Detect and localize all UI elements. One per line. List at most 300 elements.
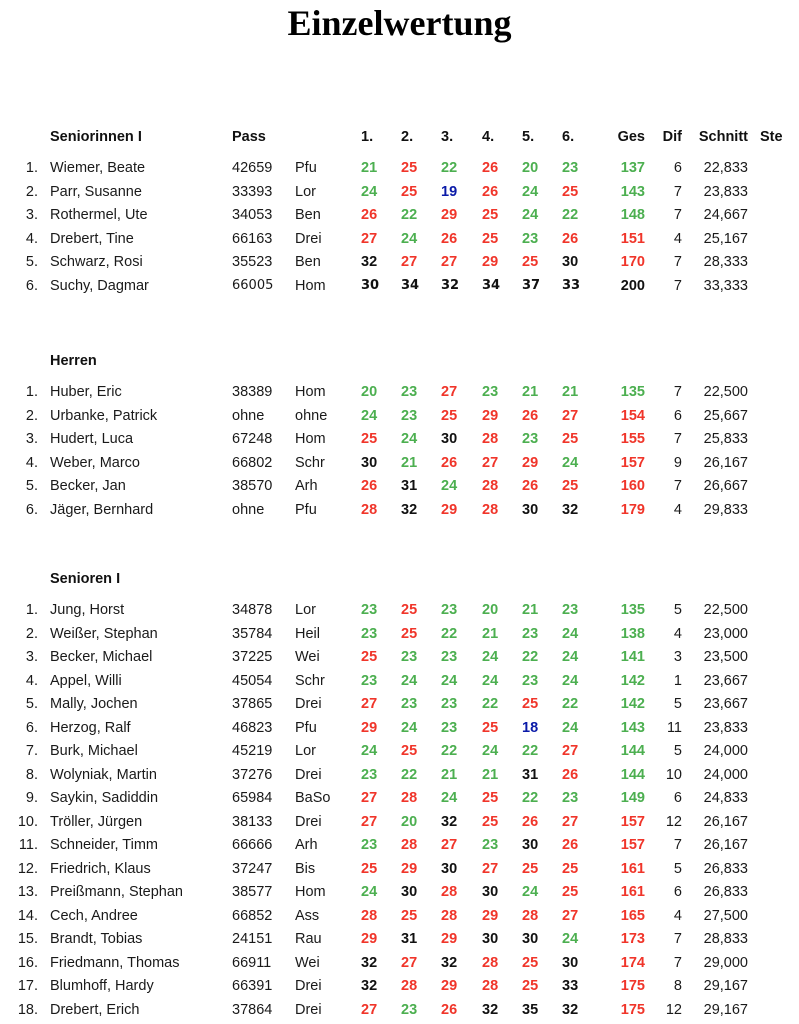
- round-score: 23: [401, 407, 418, 424]
- difference: 6: [673, 884, 682, 900]
- rank: 5.: [25, 478, 38, 494]
- round-score: 28: [401, 790, 418, 806]
- average: 23,833: [703, 183, 748, 200]
- round-score: 28: [441, 907, 458, 924]
- round-score: 31: [401, 478, 418, 494]
- player-name: Becker, Michael: [50, 649, 153, 665]
- round-score: 22: [562, 207, 579, 223]
- round-score: 23: [562, 160, 579, 176]
- table-row: [0, 475, 799, 497]
- round-score: 25: [482, 813, 499, 830]
- round-score: 34: [482, 277, 501, 293]
- difference: 1: [673, 672, 682, 689]
- total-score: 161: [620, 860, 645, 877]
- table-row: [0, 670, 799, 692]
- club: Schr: [295, 672, 325, 689]
- round-score: 20: [401, 813, 418, 830]
- pass-number: 38570: [232, 478, 273, 494]
- pass-number: 38577: [232, 884, 273, 900]
- club: Pfu: [295, 719, 317, 736]
- difference: 7: [673, 478, 682, 494]
- round-score: 26: [441, 230, 458, 247]
- rank: 1.: [25, 602, 38, 618]
- round-score: 20: [522, 160, 539, 176]
- rank: 2.: [25, 183, 38, 200]
- total-score: 165: [620, 907, 645, 924]
- round-score: 30: [441, 431, 458, 447]
- average: 23,833: [703, 719, 748, 736]
- pass-number: 42659: [232, 160, 273, 176]
- round-score: 26: [562, 766, 579, 783]
- round-score: 23: [361, 625, 378, 642]
- average: 26,167: [703, 813, 748, 830]
- total-score: 157: [620, 454, 645, 471]
- round-score: 30: [522, 931, 539, 947]
- round-score: 24: [361, 743, 378, 759]
- pass-number: 37865: [232, 696, 273, 712]
- round-score: 23: [441, 602, 458, 618]
- club: Ass: [295, 907, 320, 924]
- round-score: 24: [482, 743, 499, 759]
- round-score: 26: [361, 207, 378, 223]
- table-row: [0, 834, 799, 856]
- section-title: Herren: [50, 353, 97, 369]
- round-score: 24: [562, 672, 579, 689]
- round-score: 35: [522, 1001, 539, 1018]
- total-score: 143: [620, 719, 645, 736]
- round-score: 22: [441, 160, 458, 176]
- player-name: Schneider, Timm: [50, 837, 158, 853]
- difference: 7: [673, 931, 682, 947]
- round-score: 27: [562, 907, 579, 924]
- table-row: [0, 717, 799, 739]
- round-score: 26: [522, 478, 539, 494]
- table-row: [0, 764, 799, 786]
- round-score: 25: [401, 183, 418, 200]
- round-score: 28: [482, 478, 499, 494]
- average: 23,667: [703, 696, 748, 712]
- round-score: 24: [562, 625, 579, 642]
- total-score: 175: [620, 978, 645, 994]
- difference: 4: [673, 230, 682, 247]
- club: Drei: [295, 813, 322, 830]
- difference: 6: [673, 160, 682, 176]
- table-row: [0, 693, 799, 715]
- round-score: 25: [482, 207, 499, 223]
- total-score: 160: [620, 478, 645, 494]
- round-score: 21: [441, 766, 458, 783]
- round-score: 29: [361, 719, 378, 736]
- round-score: 26: [482, 183, 499, 200]
- club: Wei: [295, 649, 320, 665]
- average: 23,000: [703, 625, 748, 642]
- table-row: [0, 275, 799, 297]
- round-score: 24: [562, 649, 579, 665]
- round-score: 29: [482, 254, 499, 270]
- player-name: Jung, Horst: [50, 602, 125, 618]
- club: Heil: [295, 625, 320, 642]
- total-score: 157: [620, 813, 645, 830]
- total-score: 151: [620, 230, 645, 247]
- round-score: 27: [441, 254, 458, 270]
- rank: 2.: [25, 625, 38, 642]
- club: Pfu: [295, 160, 317, 176]
- round-score: 22: [441, 743, 458, 759]
- total-score: 200: [620, 277, 645, 294]
- pass-number: 66852: [232, 907, 273, 924]
- round-score: 22: [562, 696, 579, 712]
- round-score: 22: [401, 207, 418, 223]
- round-score: 23: [361, 602, 378, 618]
- round-score: 24: [482, 672, 499, 689]
- club: Drei: [295, 1001, 322, 1018]
- player-name: Tröller, Jürgen: [50, 813, 143, 830]
- round-score: 26: [562, 837, 579, 853]
- rank: 2.: [25, 407, 38, 424]
- round-score: 21: [522, 602, 539, 618]
- total-score: 179: [620, 501, 645, 518]
- round-score: 23: [361, 766, 378, 783]
- total-score: 154: [620, 407, 645, 424]
- round-score: 23: [522, 230, 539, 247]
- round-score: 23: [361, 672, 378, 689]
- round-score: 23: [401, 696, 418, 712]
- round-score: 23: [562, 790, 579, 806]
- round-score: 21: [401, 454, 418, 471]
- rank: 1.: [25, 160, 38, 176]
- table-row: [0, 928, 799, 950]
- round-score: 30: [482, 884, 499, 900]
- club: Ben: [295, 254, 321, 270]
- round-score: 23: [441, 696, 458, 712]
- table-row: [0, 975, 799, 997]
- total-score: 135: [620, 602, 645, 618]
- round-score: 25: [361, 860, 378, 877]
- round-score: 32: [441, 813, 458, 830]
- section-header: [0, 568, 799, 590]
- total-score: 155: [620, 431, 645, 447]
- round-score: 25: [401, 743, 418, 759]
- round-score: 32: [482, 1001, 499, 1018]
- pass-number: 66163: [232, 230, 273, 247]
- round-score: 33: [562, 277, 581, 293]
- difference: 3: [673, 649, 682, 665]
- round-score: 30: [522, 837, 539, 853]
- difference: 7: [673, 431, 682, 447]
- average: 22,833: [703, 160, 748, 176]
- round-score: 20: [482, 602, 499, 618]
- round-score: 25: [522, 978, 539, 994]
- round-score: 28: [482, 978, 499, 994]
- table-row: [0, 381, 799, 403]
- table-row: [0, 428, 799, 450]
- table-row: [0, 157, 799, 179]
- round-score: 25: [401, 907, 418, 924]
- round-score: 25: [401, 625, 418, 642]
- round-score: 24: [401, 719, 418, 736]
- total-score: 142: [620, 672, 645, 689]
- difference: 12: [665, 813, 682, 830]
- table-row: [0, 952, 799, 974]
- total-score: 144: [620, 743, 645, 759]
- round-score: 23: [522, 625, 539, 642]
- round-score: 22: [441, 625, 458, 642]
- pass-number: 37247: [232, 860, 273, 877]
- round-score: 26: [562, 230, 579, 247]
- rank: 3.: [25, 649, 38, 665]
- round-score: 30: [401, 884, 418, 900]
- pass-number: 37225: [232, 649, 273, 665]
- pass-number: 66666: [232, 837, 273, 853]
- club: Drei: [295, 696, 322, 712]
- round-score: 27: [361, 696, 378, 712]
- club: Arh: [295, 837, 318, 853]
- round-score: 24: [482, 649, 499, 665]
- rank: 16.: [17, 954, 38, 971]
- round-score: 21: [361, 160, 378, 176]
- pass-number: 45219: [232, 743, 273, 759]
- rank: 6.: [25, 277, 38, 294]
- player-name: Huber, Eric: [50, 384, 122, 400]
- pass-number: 65984: [232, 790, 273, 806]
- round-score: 18: [522, 719, 539, 736]
- round-score: 30: [441, 860, 458, 877]
- round-score: 24: [401, 431, 418, 447]
- player-name: Hudert, Luca: [50, 431, 134, 447]
- round-score: 23: [522, 431, 539, 447]
- round-score: 25: [361, 649, 378, 665]
- table-row: [0, 204, 799, 226]
- average: 24,000: [703, 766, 748, 783]
- round-score: 32: [562, 1001, 579, 1018]
- rank: 10.: [17, 813, 38, 830]
- average: 29,833: [703, 501, 748, 518]
- rank: 9.: [25, 790, 38, 806]
- pass-number: 34053: [232, 207, 273, 223]
- round-score: 30: [361, 454, 378, 471]
- round-score: 28: [401, 978, 418, 994]
- round-score: 24: [522, 884, 539, 900]
- table-row: [0, 499, 799, 521]
- round-score: 37: [522, 277, 541, 293]
- round-score: 28: [361, 907, 378, 924]
- player-name: Friedmann, Thomas: [50, 954, 180, 971]
- round-score: 25: [522, 254, 539, 270]
- round-score: 30: [562, 254, 579, 270]
- round-score: 26: [522, 813, 539, 830]
- round-score: 25: [562, 478, 579, 494]
- table-row: [0, 811, 799, 833]
- round-score: 28: [401, 837, 418, 853]
- total-score: 137: [620, 160, 645, 176]
- club: Lor: [295, 602, 316, 618]
- column-header-round-2: 2.: [401, 129, 414, 145]
- round-score: 27: [361, 790, 378, 806]
- club: Lor: [295, 743, 316, 759]
- rank: 3.: [25, 431, 38, 447]
- round-score: 25: [562, 860, 579, 877]
- pass-number: 38389: [232, 384, 273, 400]
- pass-number: 34878: [232, 602, 273, 618]
- table-row: [0, 858, 799, 880]
- pass-number: 66911: [232, 954, 272, 971]
- round-score: 23: [361, 837, 378, 853]
- rank: 3.: [25, 207, 38, 223]
- round-score: 24: [522, 183, 539, 200]
- rank: 7.: [25, 743, 38, 759]
- player-name: Blumhoff, Hardy: [50, 978, 154, 994]
- club: Lor: [295, 183, 316, 200]
- average: 24,667: [703, 207, 748, 223]
- player-name: Mally, Jochen: [50, 696, 138, 712]
- average: 26,833: [703, 884, 748, 900]
- round-score: 24: [361, 407, 378, 424]
- player-name: Weißer, Stephan: [50, 625, 158, 642]
- average: 22,500: [703, 602, 748, 618]
- rank: 8.: [25, 766, 38, 783]
- difference: 10: [665, 766, 682, 783]
- pass-number: 24151: [232, 931, 273, 947]
- total-score: 142: [620, 696, 645, 712]
- rank: 4.: [25, 230, 38, 247]
- round-score: 30: [562, 954, 579, 971]
- difference: 4: [673, 625, 682, 642]
- total-score: 173: [620, 931, 645, 947]
- round-score: 24: [361, 183, 378, 200]
- difference: 9: [673, 454, 682, 471]
- round-score: 26: [441, 1001, 458, 1018]
- round-score: 23: [441, 719, 458, 736]
- total-score: 174: [620, 954, 645, 971]
- club: Hom: [295, 884, 326, 900]
- average: 24,000: [703, 743, 748, 759]
- player-name: Parr, Susanne: [50, 183, 142, 200]
- round-score: 32: [441, 277, 460, 293]
- average: 29,000: [703, 954, 748, 971]
- round-score: 28: [482, 501, 499, 518]
- pass-number: 66391: [232, 978, 273, 994]
- rank: 6.: [25, 501, 38, 518]
- difference: 5: [673, 696, 682, 712]
- round-score: 29: [482, 907, 499, 924]
- player-name: Urbanke, Patrick: [50, 407, 158, 424]
- rank: 14.: [17, 907, 38, 924]
- club: Drei: [295, 978, 322, 994]
- table-row: [0, 181, 799, 203]
- club: Hom: [295, 431, 326, 447]
- total-score: 161: [620, 884, 645, 900]
- round-score: 28: [482, 954, 499, 971]
- player-name: Becker, Jan: [50, 478, 126, 494]
- table-row: [0, 646, 799, 668]
- player-name: Jäger, Bernhard: [50, 501, 154, 518]
- round-score: 32: [361, 254, 378, 270]
- club: Drei: [295, 230, 322, 247]
- column-header-ges: Ges: [617, 129, 645, 145]
- round-score: 21: [482, 766, 499, 783]
- round-score: 24: [441, 672, 458, 689]
- player-name: Preißmann, Stephan: [50, 884, 183, 900]
- pass-number: 66005: [232, 277, 274, 293]
- player-name: Drebert, Tine: [50, 230, 134, 247]
- club: Rau: [295, 931, 322, 947]
- player-name: Burk, Michael: [50, 743, 138, 759]
- round-score: 27: [562, 743, 579, 759]
- player-name: Friedrich, Klaus: [50, 860, 151, 877]
- round-score: 23: [401, 1001, 418, 1018]
- rank: 6.: [25, 719, 38, 736]
- round-score: 25: [522, 954, 539, 971]
- round-score: 29: [482, 407, 499, 424]
- column-header-round-6: 6.: [562, 129, 575, 145]
- average: 25,167: [703, 230, 748, 247]
- total-score: 135: [620, 384, 645, 400]
- average: 24,833: [703, 790, 748, 806]
- round-score: 32: [401, 501, 418, 518]
- average: 26,667: [703, 478, 748, 494]
- club: Arh: [295, 478, 318, 494]
- player-name: Cech, Andree: [50, 907, 138, 924]
- round-score: 27: [441, 837, 458, 853]
- club: Bis: [295, 860, 316, 877]
- round-score: 32: [361, 954, 378, 971]
- pass-number: 37276: [232, 766, 273, 783]
- round-score: 25: [441, 407, 458, 424]
- difference: 7: [673, 207, 682, 223]
- difference: 5: [673, 602, 682, 618]
- round-score: 27: [401, 254, 418, 270]
- difference: 7: [673, 954, 682, 971]
- average: 26,167: [703, 454, 748, 471]
- round-score: 23: [562, 602, 579, 618]
- round-score: 21: [482, 625, 499, 642]
- club: BaSo: [295, 790, 331, 806]
- round-score: 22: [522, 790, 539, 806]
- round-score: 33: [562, 978, 579, 994]
- difference: 7: [673, 277, 682, 294]
- difference: 4: [673, 501, 682, 518]
- round-score: 21: [562, 384, 579, 400]
- round-score: 27: [361, 230, 378, 247]
- table-row: [0, 251, 799, 273]
- round-score: 22: [522, 743, 539, 759]
- round-score: 20: [361, 384, 378, 400]
- round-score: 31: [522, 766, 539, 783]
- player-name: Drebert, Erich: [50, 1001, 140, 1018]
- total-score: 149: [620, 790, 645, 806]
- difference: 11: [666, 719, 682, 736]
- round-score: 23: [401, 649, 418, 665]
- round-score: 29: [441, 931, 458, 947]
- player-name: Suchy, Dagmar: [50, 277, 149, 294]
- pass-number: 35523: [232, 254, 273, 270]
- difference: 12: [665, 1001, 682, 1018]
- round-score: 28: [482, 431, 499, 447]
- pass-number: 45054: [232, 672, 273, 689]
- table-row: [0, 881, 799, 903]
- difference: 8: [673, 978, 682, 994]
- table-row: [0, 228, 799, 250]
- round-score: 23: [482, 837, 499, 853]
- table-row: [0, 405, 799, 427]
- table-row: [0, 623, 799, 645]
- round-score: 23: [482, 384, 499, 400]
- round-score: 25: [562, 884, 579, 900]
- round-score: 27: [482, 860, 499, 877]
- round-score: 25: [482, 230, 499, 247]
- rank: 1.: [25, 384, 38, 400]
- round-score: 31: [401, 931, 418, 947]
